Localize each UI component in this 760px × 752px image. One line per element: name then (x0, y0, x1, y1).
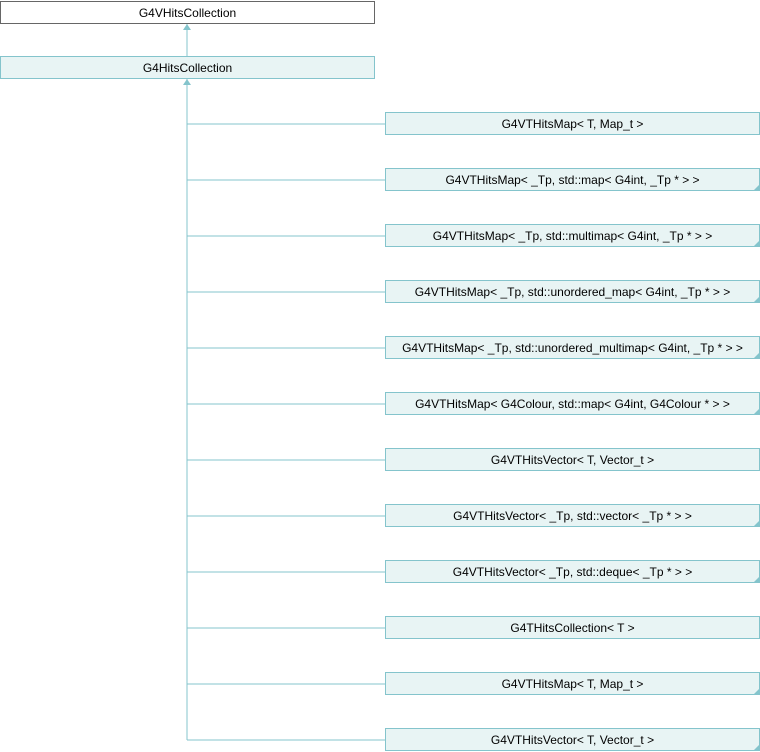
template-instance-corner-icon (754, 577, 759, 582)
class-node-derived[interactable] (385, 392, 760, 415)
class-node-derived[interactable] (385, 112, 760, 135)
class-node-g4vhitscollection[interactable] (0, 1, 375, 24)
class-node-label: G4VTHitsMap< G4Colour, std::map< G4int, G4Colour * > > (415, 396, 730, 411)
template-instance-corner-icon (754, 745, 759, 750)
class-node-label: G4VTHitsMap< _Tp, std::unordered_multimap< G4int, _Tp * > > (402, 340, 743, 355)
class-node-derived[interactable] (385, 224, 760, 247)
class-node-label: G4HitsCollection (142, 60, 233, 75)
class-node-g4hitscollection[interactable] (0, 56, 375, 79)
class-node-label: G4VHitsCollection (138, 5, 237, 20)
class-node-derived[interactable] (385, 280, 760, 303)
template-instance-corner-icon (754, 521, 759, 526)
class-node-label: G4VTHitsVector< T, Vector_t > (490, 452, 655, 467)
class-node-label: G4THitsCollection< T > (510, 620, 635, 635)
class-node-label: G4VTHitsMap< T, Map_t > (501, 116, 644, 131)
class-node-label: G4VTHitsMap< T, Map_t > (501, 676, 644, 691)
template-instance-corner-icon (754, 241, 759, 246)
class-node-label: G4VTHitsMap< _Tp, std::map< G4int, _Tp * > > (445, 172, 700, 187)
class-node-derived[interactable] (385, 168, 760, 191)
class-node-derived[interactable] (385, 448, 760, 471)
class-node-label: G4VTHitsVector< _Tp, std::deque< _Tp * > > (452, 564, 693, 579)
template-instance-corner-icon (754, 297, 759, 302)
template-instance-corner-icon (754, 353, 759, 358)
class-node-derived[interactable] (385, 672, 760, 695)
template-instance-corner-icon (754, 409, 759, 414)
class-node-label: G4VTHitsMap< _Tp, std::unordered_map< G4int, _Tp * > > (414, 284, 731, 299)
class-node-derived[interactable] (385, 616, 760, 639)
class-node-label: G4VTHitsMap< _Tp, std::multimap< G4int, _Tp * > > (432, 228, 713, 243)
class-node-derived[interactable] (385, 504, 760, 527)
class-node-label: G4VTHitsVector< T, Vector_t > (490, 732, 655, 747)
template-instance-corner-icon (754, 185, 759, 190)
class-node-derived[interactable] (385, 336, 760, 359)
template-instance-corner-icon (754, 689, 759, 694)
class-node-label: G4VTHitsVector< _Tp, std::vector< _Tp * > > (453, 508, 692, 523)
class-node-derived[interactable] (385, 728, 760, 751)
class-node-derived[interactable] (385, 560, 760, 583)
